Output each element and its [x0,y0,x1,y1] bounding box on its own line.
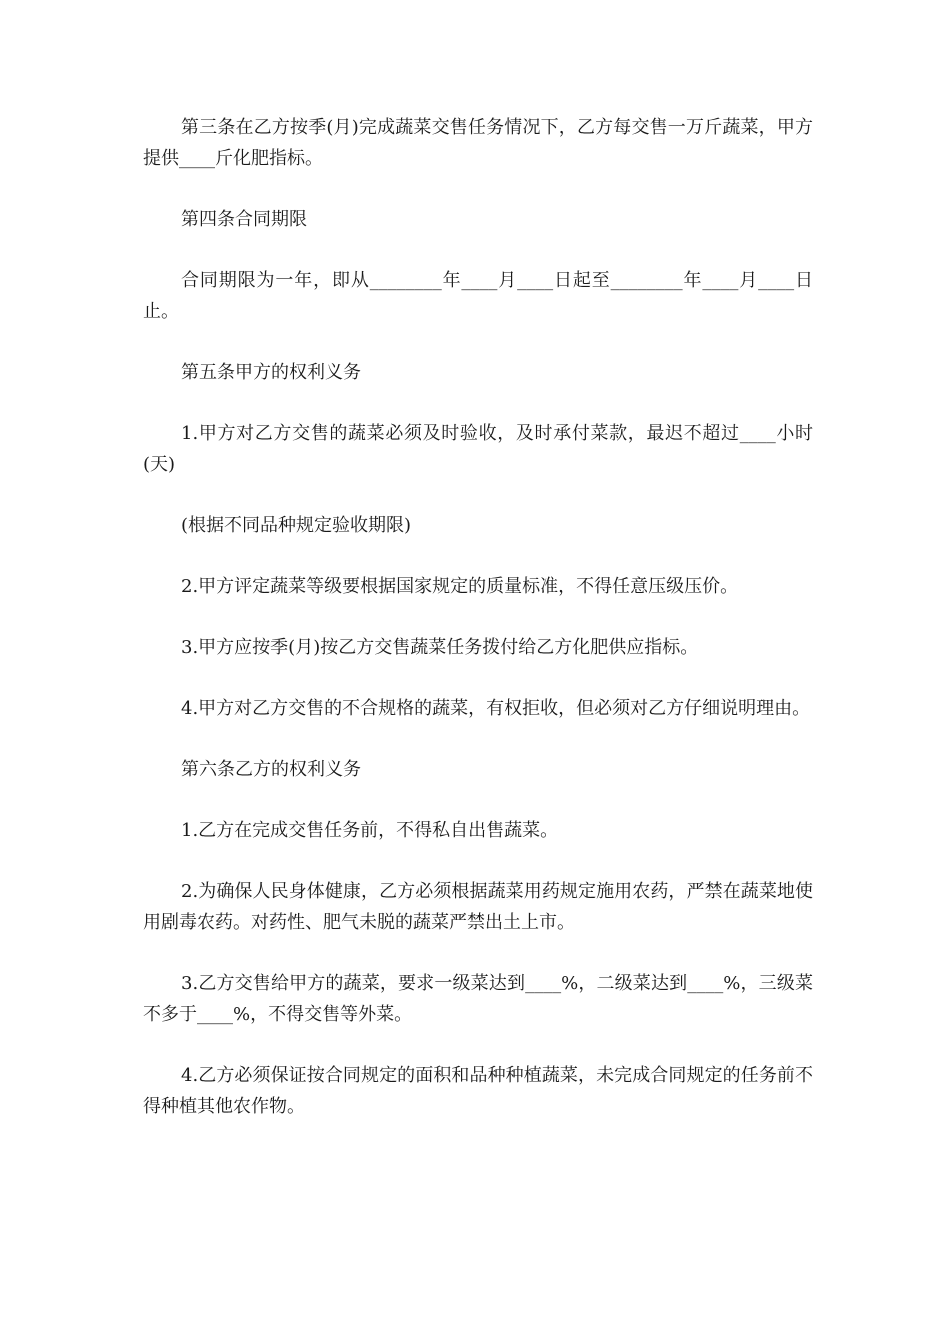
paragraph-party-b-4: 4.乙方必须保证按合同规定的面积和品种种植蔬菜，未完成合同规定的任务前不得种植其他农作物。 [143,1065,813,1117]
paragraph-party-b-2: 2.为确保人民身体健康，乙方必须根据蔬菜用药规定施用农药，严禁在蔬菜地使用剧毒农药。对药性、肥气未脱的蔬菜严禁出土上市。 [143,881,813,933]
heading-article-4: 第四条合同期限 [181,209,307,230]
paragraph-party-a-3: 3.甲方应按季(月)按乙方交售蔬菜任务拨付给乙方化肥供应指标。 [181,637,699,658]
paragraph-party-b-1: 1.乙方在完成交售任务前，不得私自出售蔬菜。 [181,820,559,841]
paragraph-party-a-note: (根据不同品种规定验收期限) [181,515,412,536]
document-body [143,112,813,1152]
paragraph-party-a-4: 4.甲方对乙方交售的不合规格的蔬菜，有权拒收，但必须对乙方仔细说明理由。 [181,698,811,719]
paragraph-party-b-3: 3.乙方交售给甲方的蔬菜，要求一级菜达到____%，二级菜达到____%，三级菜不多于____%，不得交售等外菜。 [143,973,813,1025]
heading-article-6: 第六条乙方的权利义务 [181,759,361,780]
paragraph-party-a-2: 2.甲方评定蔬菜等级要根据国家规定的质量标准，不得任意压级压价。 [181,576,739,597]
paragraph-contract-term: 合同期限为一年，即从________年____月____日起至________年____月____日止。 [143,270,813,322]
paragraph-party-a-1: 1.甲方对乙方交售的蔬菜必须及时验收，及时承付菜款，最迟不超过____小时(天) [143,423,813,475]
heading-article-5: 第五条甲方的权利义务 [181,362,361,383]
paragraph-article-3: 第三条在乙方按季(月)完成蔬菜交售任务情况下，乙方每交售一万斤蔬菜，甲方提供____斤化肥指标。 [143,117,813,169]
